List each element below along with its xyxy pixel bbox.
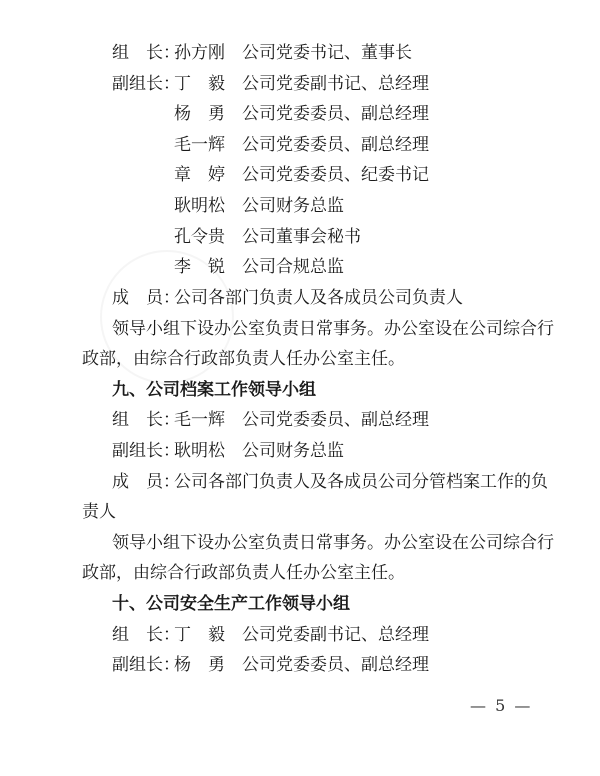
paragraph-line: 领导小组下设办公室负责日常事务。办公室设在公司综合行 xyxy=(112,533,554,553)
group8-office-paragraph xyxy=(0,314,600,344)
group8-office-paragraph xyxy=(0,344,600,374)
deputy-title: 公司党委委员、纪委书记 xyxy=(242,165,429,185)
members-label: 成 员： xyxy=(112,288,180,308)
group8-members-row xyxy=(0,283,600,313)
deputy-name: 耿明松 xyxy=(174,441,225,461)
group9-leader-row xyxy=(0,405,600,435)
leader-title: 公司党委书记、董事长 xyxy=(242,43,412,63)
deputy-label: 副组长： xyxy=(112,441,180,461)
paragraph-line: 领导小组下设办公室负责日常事务。办公室设在公司综合行 xyxy=(112,319,554,339)
section-heading: 九、公司档案工作领导小组 xyxy=(112,380,316,400)
leader-name: 毛一辉 xyxy=(174,410,225,430)
members-text: 公司各部门负责人及各成员公司负责人 xyxy=(174,288,463,308)
deputy-title: 公司财务总监 xyxy=(242,441,344,461)
deputy-name: 孔令贵 xyxy=(174,227,225,247)
deputy-label: 副组长： xyxy=(112,655,180,675)
section-heading-row xyxy=(0,375,600,405)
group8-deputy-row xyxy=(0,130,600,160)
group9-deputy-row xyxy=(0,436,600,466)
group8-leader-row xyxy=(0,38,600,68)
deputy-name: 耿明松 xyxy=(174,196,225,216)
deputy-name: 毛一辉 xyxy=(174,135,225,155)
deputy-title: 公司党委委员、副总经理 xyxy=(242,104,429,124)
deputy-title: 公司党委委员、副总经理 xyxy=(242,655,429,675)
deputy-name: 杨 勇 xyxy=(174,104,225,124)
deputy-title: 公司党委委员、副总经理 xyxy=(242,135,429,155)
leader-label: 组 长： xyxy=(112,43,180,63)
group10-deputy-row xyxy=(0,650,600,680)
section-heading-row xyxy=(0,589,600,619)
deputy-name: 丁 毅 xyxy=(174,74,225,94)
leader-name: 孙方刚 xyxy=(174,43,225,63)
group8-deputy-row xyxy=(0,69,600,99)
members-text: 公司各部门负责人及各成员公司分管档案工作的负 xyxy=(174,472,548,492)
leader-title: 公司党委副书记、总经理 xyxy=(242,625,429,645)
paragraph-line: 政部，由综合行政部负责人任办公室主任。 xyxy=(82,563,405,583)
group8-deputy-row xyxy=(0,99,600,129)
leader-label: 组 长： xyxy=(112,625,180,645)
deputy-name: 杨 勇 xyxy=(174,655,225,675)
leader-title: 公司党委委员、副总经理 xyxy=(242,410,429,430)
group10-leader-row xyxy=(0,620,600,650)
deputy-title: 公司财务总监 xyxy=(242,196,344,216)
group8-deputy-row xyxy=(0,222,600,252)
leader-name: 丁 毅 xyxy=(174,625,225,645)
deputy-label: 副组长： xyxy=(112,74,180,94)
leader-label: 组 长： xyxy=(112,410,180,430)
deputy-title: 公司合规总监 xyxy=(242,257,344,277)
paragraph-line: 政部，由综合行政部负责人任办公室主任。 xyxy=(82,349,405,369)
group9-office-paragraph xyxy=(0,558,600,588)
group8-deputy-row xyxy=(0,252,600,282)
deputy-name: 李 锐 xyxy=(174,257,225,277)
deputy-title: 公司党委副书记、总经理 xyxy=(242,74,429,94)
members-label: 成 员： xyxy=(112,472,180,492)
group8-deputy-row xyxy=(0,160,600,190)
group9-members-row xyxy=(0,467,600,497)
group8-deputy-row xyxy=(0,191,600,221)
members-text-continued: 责人 xyxy=(82,502,116,522)
deputy-title: 公司董事会秘书 xyxy=(242,227,361,247)
group9-office-paragraph xyxy=(0,528,600,558)
section-heading: 十、公司安全生产工作领导小组 xyxy=(112,594,350,614)
page-number: — 5 — xyxy=(470,696,533,715)
group9-members-row xyxy=(0,497,600,527)
deputy-name: 章 婷 xyxy=(174,165,225,185)
